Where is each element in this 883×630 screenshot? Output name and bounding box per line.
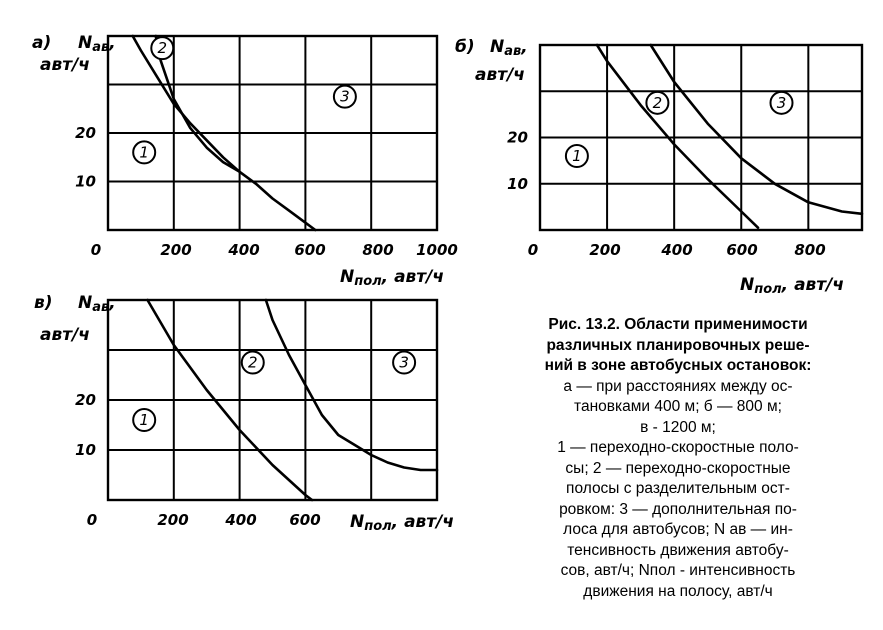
x-axis-sep: , — [781, 275, 795, 295]
chart-panel-1 — [32, 33, 458, 289]
chart-panel-2 — [455, 37, 862, 297]
caption-title-line: различных планировочных реше- — [546, 336, 810, 354]
x-tick-label: 200 — [160, 241, 192, 259]
x-axis-label — [340, 267, 444, 289]
x-tick-label: 400 — [661, 241, 693, 259]
caption-body-line: ровком: 3 — дополнительная по- — [559, 500, 797, 518]
y-axis-label — [78, 33, 116, 55]
figure-caption — [508, 315, 848, 602]
x-axis-subscript: пол — [354, 274, 382, 289]
x-tick-label: 0 — [90, 241, 102, 259]
caption-body-line: тенсивность движения автобу- — [567, 541, 789, 559]
boundary-curve-1 — [597, 45, 758, 228]
region-label-2: 2 — [247, 353, 258, 372]
y-axis-comma: , — [521, 37, 528, 57]
x-tick-label: 200 — [589, 241, 621, 259]
x-axis-subscript: пол — [364, 519, 392, 534]
y-axis-label — [78, 293, 116, 315]
x-axis-unit: авт/ч — [394, 267, 445, 287]
panel-label: б) — [455, 37, 475, 57]
x-tick-label: 600 — [294, 241, 326, 259]
x-tick-label: 400 — [225, 511, 257, 529]
x-axis-unit: авт/ч — [404, 512, 455, 532]
chart-panel-3 — [34, 293, 454, 534]
x-tick-label: 200 — [157, 511, 189, 529]
region-label-3: 3 — [340, 87, 350, 106]
y-axis-symbol: N — [78, 33, 93, 53]
y-axis-unit: авт/ч — [475, 65, 525, 85]
x-axis-subscript: пол — [754, 282, 782, 297]
x-tick-label: 600 — [289, 511, 321, 529]
boundary-curve-2 — [266, 300, 437, 470]
y-tick-label: 10 — [75, 441, 96, 459]
y-axis-comma: , — [109, 293, 116, 313]
region-label-1: 1 — [139, 411, 149, 429]
x-axis-label — [350, 512, 454, 534]
y-tick-label: 20 — [507, 128, 528, 147]
x-axis-label — [740, 275, 844, 297]
x-tick-label: 0 — [527, 241, 539, 259]
x-axis-sep: , — [381, 267, 395, 287]
caption-body-line: движения на полосу, авт/ч — [583, 582, 773, 600]
x-axis-symbol: N — [740, 275, 755, 295]
x-axis-unit: авт/ч — [794, 275, 845, 295]
x-tick-label: 800 — [362, 241, 394, 259]
region-label-2: 2 — [157, 39, 168, 58]
caption-body-line: полосы с разделительным ост- — [566, 480, 790, 497]
region-label-2: 2 — [652, 93, 663, 112]
caption-title-line: ний в зоне автобусных остановок: — [544, 357, 812, 374]
y-axis-symbol: N — [490, 37, 505, 57]
caption-body-line: лоса для автобусов; N ав — ин- — [563, 521, 793, 538]
x-tick-label: 600 — [726, 241, 758, 259]
y-axis-label — [490, 37, 528, 59]
x-tick-label: 0 — [86, 511, 98, 529]
caption-title-line: Рис. 13.2. Области применимости — [548, 316, 808, 333]
x-axis-symbol: N — [340, 267, 355, 287]
x-tick-label: 400 — [228, 241, 260, 259]
panel-label: в) — [34, 293, 53, 313]
y-axis-subscript: ав — [92, 300, 110, 315]
y-axis-comma: , — [109, 33, 116, 53]
y-tick-label: 20 — [75, 391, 96, 409]
caption-body-line: сов, авт/ч; Nпол - интенсивность — [560, 562, 796, 579]
x-axis-sep: , — [391, 512, 405, 532]
x-axis-symbol: N — [350, 512, 365, 532]
y-axis-subscript: ав — [92, 40, 110, 55]
y-axis-symbol: N — [78, 293, 93, 313]
region-label-3: 3 — [399, 353, 409, 372]
y-tick-label: 10 — [75, 172, 96, 191]
region-label-1: 1 — [139, 143, 149, 162]
panel-label: а) — [32, 33, 52, 53]
x-tick-label: 800 — [794, 241, 826, 259]
caption-body-line: 1 — переходно-скоростные поло- — [557, 439, 799, 456]
y-axis-unit: авт/ч — [40, 55, 90, 75]
caption-body-line: тановками 400 м; б — 800 м; — [574, 398, 782, 415]
region-label-3: 3 — [776, 93, 787, 112]
x-tick-label: 1000 — [416, 241, 458, 259]
y-axis-subscript: ав — [504, 44, 522, 59]
region-label-1: 1 — [572, 147, 582, 165]
caption-body-line: сы; 2 — переходно-скоростные — [565, 459, 791, 477]
y-axis-unit: авт/ч — [40, 325, 90, 345]
boundary-curve-2 — [651, 45, 862, 214]
caption-body-line: в - 1200 м; — [640, 418, 716, 436]
y-tick-label: 10 — [507, 174, 528, 193]
y-tick-label: 20 — [75, 124, 96, 142]
caption-body-line: а — при расстояниях между ос- — [563, 377, 793, 395]
